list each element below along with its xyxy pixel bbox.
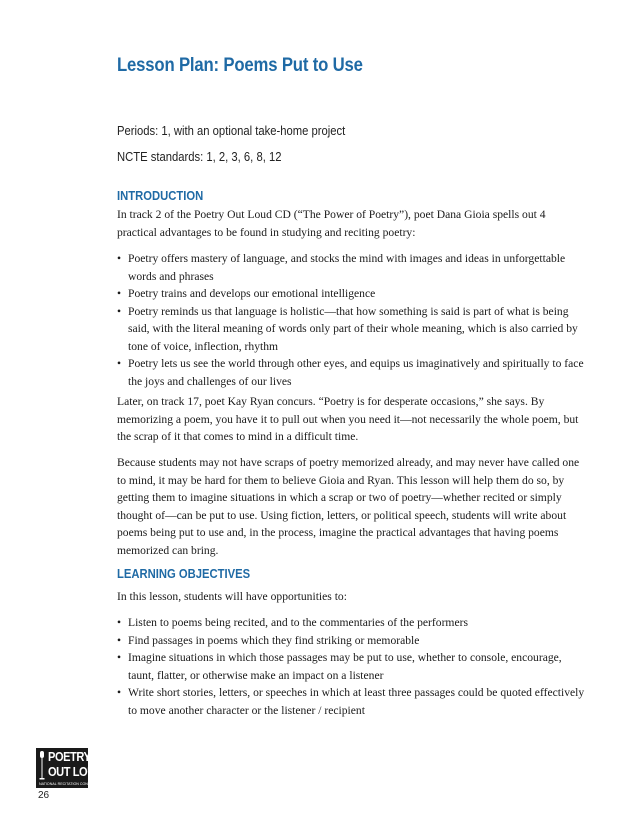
introduction-intro-text: In track 2 of the Poetry Out Loud CD (“The Power of Poetry”), poet Dana Gioia spells out 4 practical advantages to be found in studying and reciting poetry:: [117, 208, 546, 239]
bullet-icon: •: [117, 633, 122, 647]
bullet-icon: •: [117, 651, 122, 664]
ncte-standards-text: NCTE standards: 1, 2, 3, 6, 8, 12: [117, 150, 282, 164]
bullet-icon: •: [117, 616, 122, 629]
bullet-icon: •: [117, 252, 122, 265]
list-item: • Find passages in poems which they find striking or memorable: [117, 632, 587, 650]
periods-text: Periods: 1, with an optional take-home project: [117, 124, 346, 138]
introduction-intro: [117, 206, 587, 241]
bullet-icon: •: [117, 304, 122, 318]
list-item: • Poetry trains and develops our emotional intelligence: [117, 285, 587, 303]
introduction-paragraph-2: Later, on track 17, poet Kay Ryan concurs. “Poetry is for desperate occasions,” she says. By memorizing a poem, you have it to pull out when you need it—not necessarily the whole poem, but the scrap of it that comes to mind in a difficult time.: [117, 395, 579, 443]
list-item: • Poetry reminds us that language is holistic—that how something is said is part of what is being said, with the literal meaning of words only part of their whole meaning, which is also carried by tone of voice, inflection, rhythm: [117, 304, 578, 353]
learning-objectives-heading: LEARNING OBJECTIVES: [117, 567, 251, 581]
logo-line-1: POETRY: [48, 749, 91, 764]
list-item: • Write short stories, letters, or speeches in which at least three passages could be quoted effectively to move another character or the listener / recipient: [117, 686, 585, 717]
list-item: • Imagine situations in which those passages may be put to use, whether to console, encourage, taunt, flatter, or otherwise make an impact on a listener: [117, 651, 562, 682]
logo-line-3: NATIONAL RECITATION CONTEST: [39, 781, 98, 786]
introduction-bullet-list: [117, 250, 587, 390]
logo-line-2: OUT LOUD: [48, 764, 103, 779]
list-item: • Poetry offers mastery of language, and stocks the mind with images and ideas in unforgettable words and phrases: [117, 252, 566, 283]
objectives-intro: In this lesson, students will have opportunities to:: [117, 590, 347, 603]
introduction-paragraph-3: Because students may not have scraps of poetry memorized already, and may never have called one to mind, it may be hard for them to believe Gioia and Ryan. This lesson will help them do so, by getting them to imagine situations in which a scrap or two of poetry—whether recited or simply thought of—can be put to use. Using fiction, letters, or political speech, students will write about poems being put to use and, in the process, imagine the practical advantages that having poems memorized can bring.: [117, 456, 580, 557]
objectives-bullet-list: [117, 614, 587, 719]
bullet-icon: •: [117, 686, 122, 699]
page-title: Lesson Plan: Poems Put to Use: [117, 55, 363, 76]
list-item: • Poetry lets us see the world through other eyes, and equips us imaginatively and spiritually to face the joys and challenges of our lives: [117, 357, 584, 388]
introduction-heading: INTRODUCTION: [117, 189, 204, 203]
microphone-icon: [39, 751, 45, 781]
page-number: 26: [38, 790, 50, 801]
poetry-out-loud-logo: [36, 748, 103, 788]
bullet-icon: •: [117, 357, 122, 370]
bullet-icon: •: [117, 287, 122, 300]
list-item: • Listen to poems being recited, and to the commentaries of the performers: [117, 614, 587, 632]
